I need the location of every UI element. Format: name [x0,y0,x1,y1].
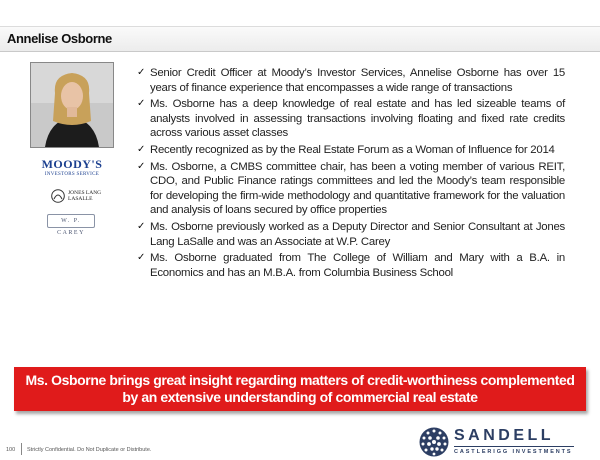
jll-emblem-icon [51,189,65,203]
bio-bullet: ✓ Ms. Osborne, a CMBS committee chair, has been a voting member of various REIT, CDO, and Public Finance ratings committees and led the Moody’s team responsible for developing the firm-wide methodology and quantitative framework for the valuation and analysis of loans secured by office properties [137,160,565,217]
moodys-logo [40,158,104,178]
wp-carey-logo: W. P. CAREY [47,214,95,228]
bio-bullet: ✓ Recently recognized as by the Real Estate Forum as a Woman of Influence for 2014 [137,143,555,156]
summary-banner [14,367,586,411]
checkmark-icon: ✓ [137,220,146,232]
jll-logo-line2: LASALLE [68,196,93,202]
globe-icon [418,426,450,458]
footer-divider [21,443,22,455]
bio-bullet-list [137,66,565,282]
checkmark-icon: ✓ [137,160,146,172]
sandell-logo [418,425,578,459]
page-number: 100 [6,447,16,453]
summary-line-2: by an extensive understanding of commercial real estate [122,389,478,405]
slide-header [0,26,600,52]
portrait-photo [30,62,114,148]
checkmark-icon: ✓ [137,98,146,110]
bio-bullet: ✓ Ms. Osborne graduated from The College of William and Mary with a B.A. in Economics and has an M.B.A. from Columbia Business School [137,252,565,279]
bio-bullet: ✓ Senior Credit Officer at Moody’s Investor Services, Annelise Osborne has over 15 years of finance experience that encompasses a wide range of transactions [137,67,565,94]
brand-divider [454,446,574,447]
moodys-logo-text: MOODY'S [41,157,103,171]
checkmark-icon: ✓ [137,143,146,155]
bio-bullet: ✓ Ms. Osborne has a deep knowledge of real estate and has led sizeable teams of analysts involved in assessing transactions involving floating and fixed rate credits across various asset classes [137,98,565,140]
brand-subtitle: CASTLERIGG INVESTMENTS [454,449,573,455]
summary-banner-text [14,367,586,406]
confidentiality-notice: Strictly Confidential. Do Not Duplicate or Distribute. [27,447,152,453]
page-title: Annelise Osborne [7,31,112,46]
checkmark-icon: ✓ [137,67,146,78]
jll-logo-line1: JONES LANG [68,190,102,196]
portrait-icon [31,63,113,147]
bio-bullet: ✓ Ms. Osborne previously worked as a Deputy Director and Senior Consultant at Jones Lang LaSalle and was an Associate at W.P. Carey [137,220,565,248]
summary-line-1: Ms. Osborne brings great insight regarding matters of credit-worthiness complemented [25,372,575,388]
moodys-logo-subtext: INVESTORS SERVICE [44,172,100,177]
jll-logo [51,187,101,205]
checkmark-icon: ✓ [137,252,146,264]
brand-name: SANDELL [454,427,555,444]
